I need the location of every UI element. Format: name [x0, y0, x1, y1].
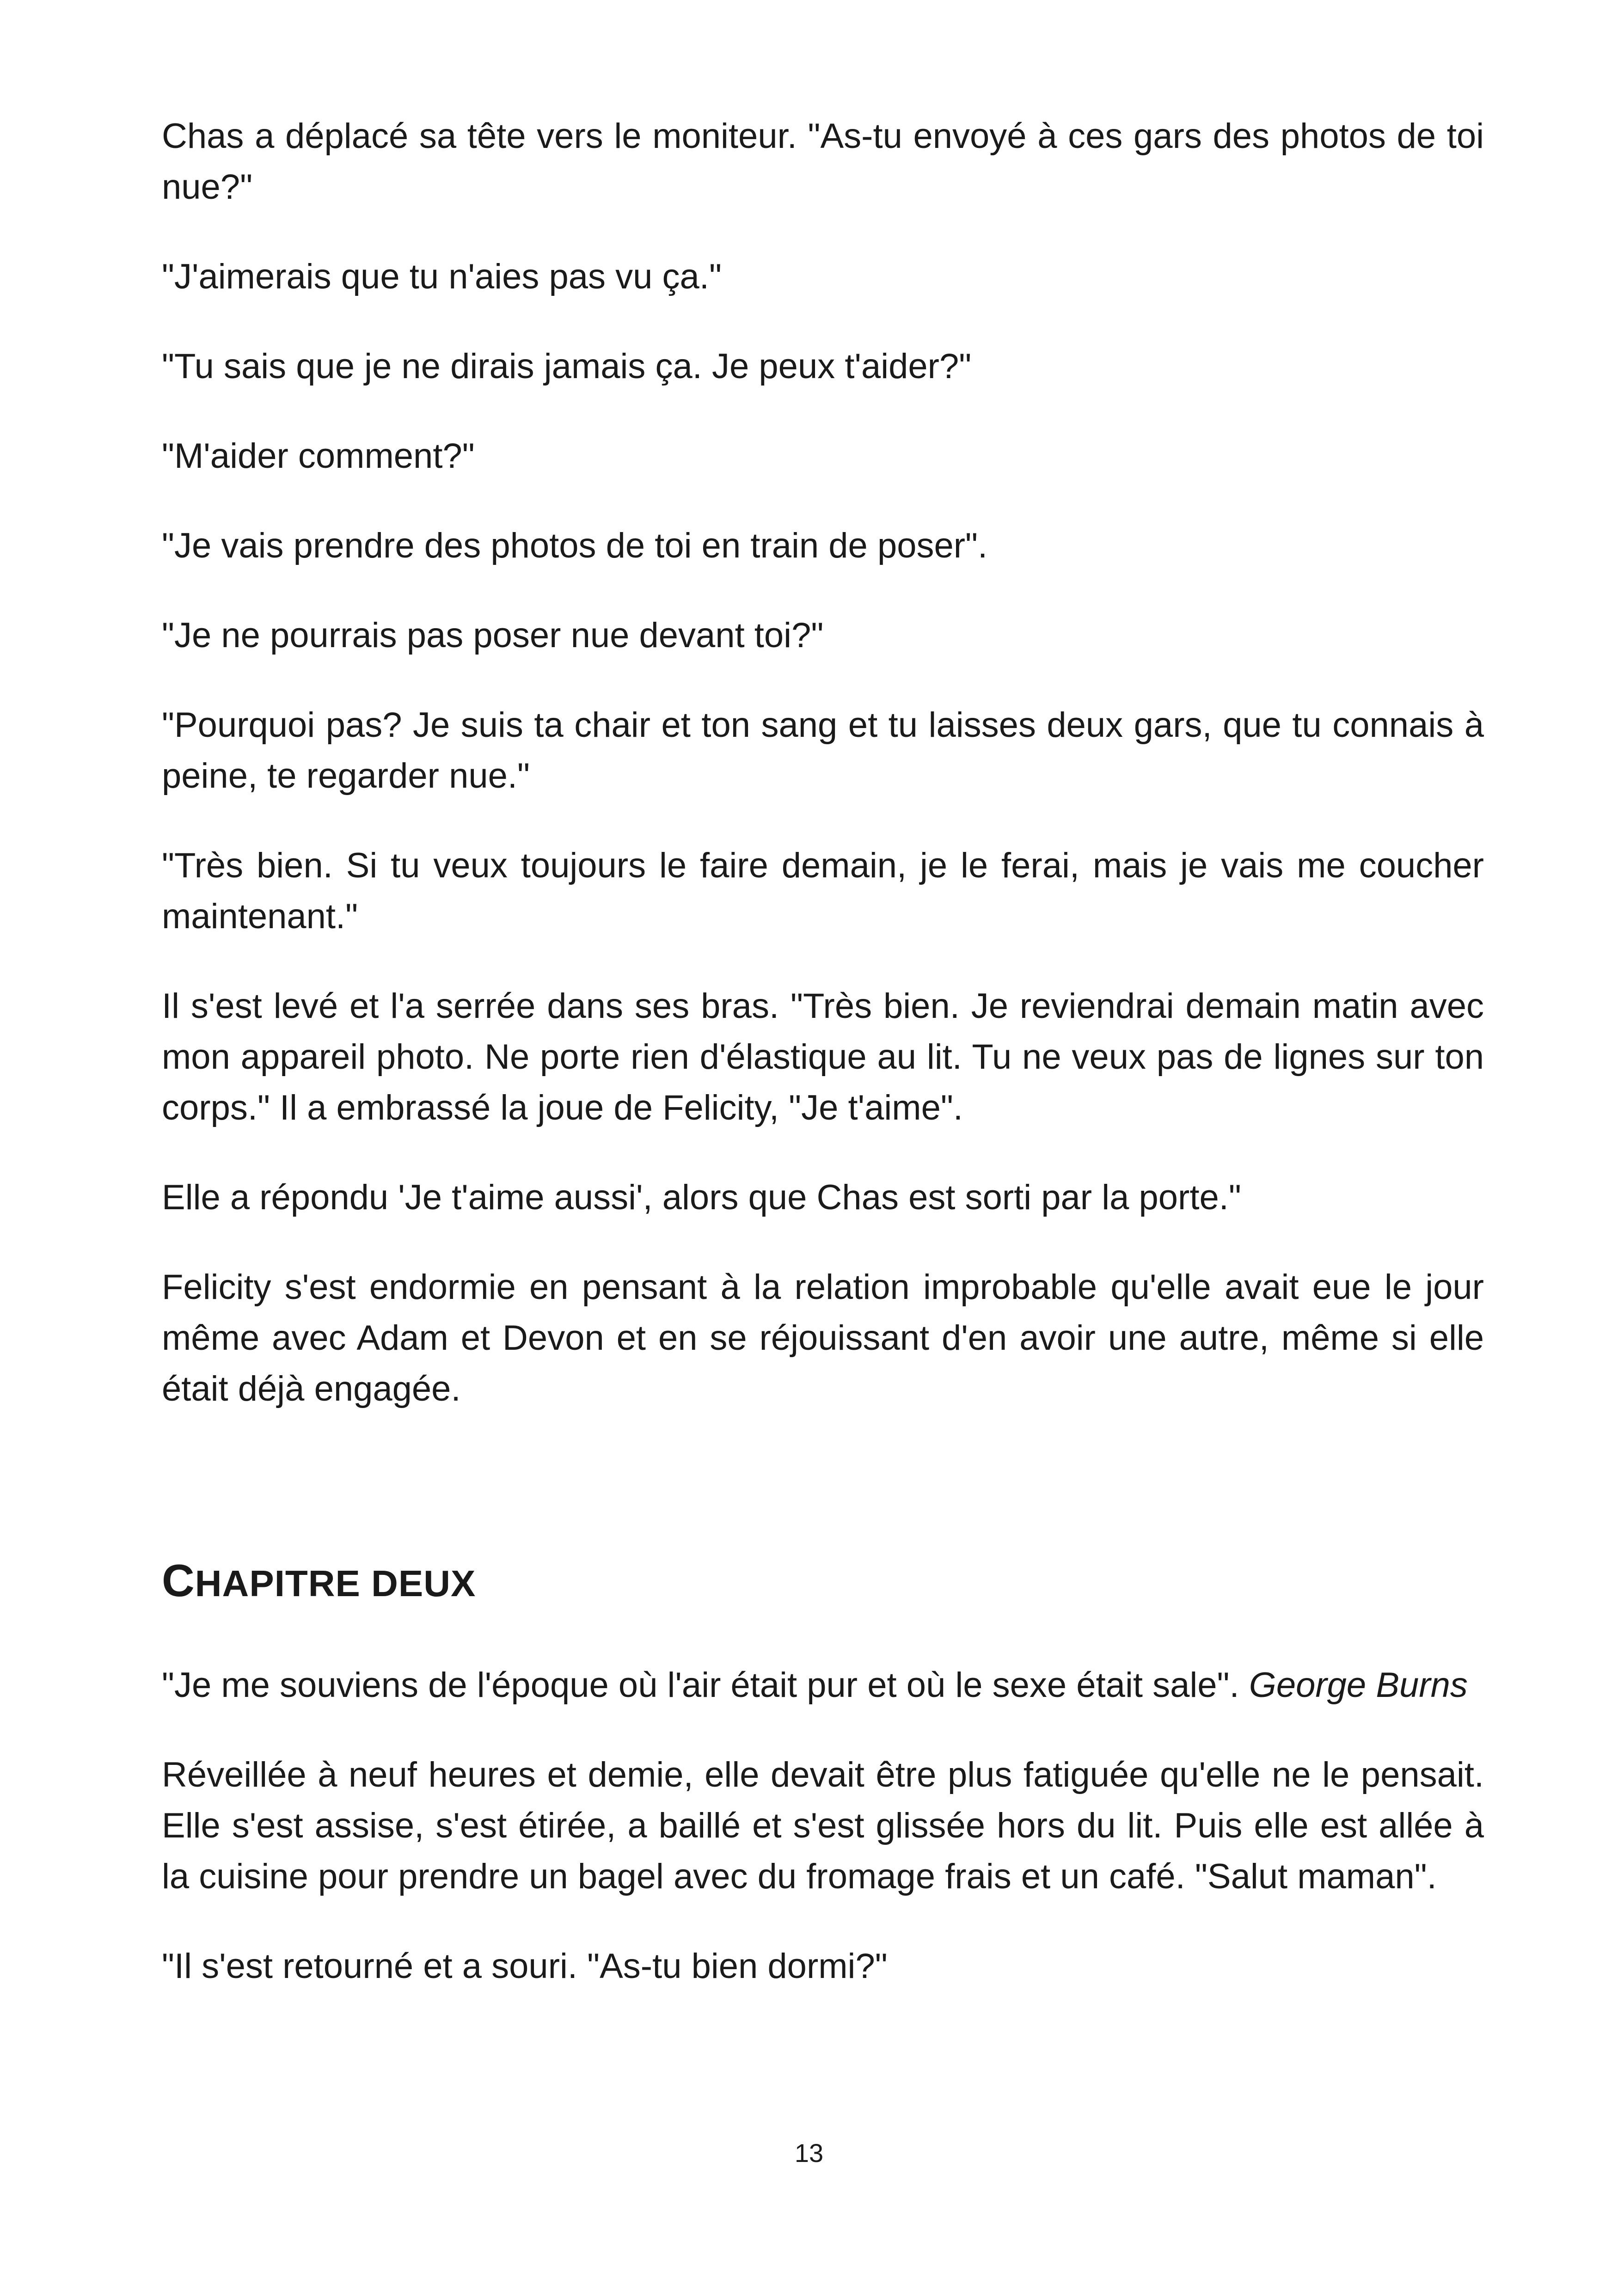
paragraph: "Très bien. Si tu veux toujours le faire demain, je le ferai, mais je vais me coucher maintenant." — [162, 846, 1484, 936]
paragraph: "Je vais prendre des photos de toi en train de poser". — [162, 526, 988, 565]
paragraph: "M'aider comment?" — [162, 436, 475, 476]
chapter-title — [162, 1555, 1484, 1609]
paragraph: "Tu sais que je ne dirais jamais ça. Je peux t'aider?" — [162, 347, 972, 386]
paragraph: Felicity s'est endormie en pensant à la relation improbable qu'elle avait eue le jour même avec Adam et Devon et en se réjouissant d'en avoir une autre, même si elle était déjà engagée. — [162, 1267, 1484, 1408]
chapter-title-initial: C — [162, 1555, 195, 1606]
paragraph: Il s'est levé et l'a serrée dans ses bras. "Très bien. Je reviendrai demain matin avec mon appareil photo. Ne porte rien d'élastique au lit. Tu ne veux pas de lignes sur ton corps." Il a embrassé la joue de Felicity, "Je t'aime". — [162, 986, 1484, 1127]
epigraph-author: George Burns — [1249, 1665, 1468, 1705]
paragraph: Réveillée à neuf heures et demie, elle devait être plus fatiguée qu'elle ne le pensait. Elle s'est assise, s'est étirée, a baillé et s'est glissée hors du lit. Puis elle est allée à la cuisine pour prendre un bagel avec du fromage frais et un café. "Salut maman". — [162, 1755, 1484, 1896]
page-body — [162, 111, 1484, 2031]
chapter-title-rest: HAPITRE DEUX — [195, 1563, 476, 1604]
chapter-spacer — [162, 1453, 1484, 1555]
paragraph: Chas a déplacé sa tête vers le moniteur. "As-tu envoyé à ces gars des photos de toi nue?" — [162, 116, 1484, 207]
page-number: 13 — [794, 2138, 824, 2167]
paragraph: Elle a répondu 'Je t'aime aussi', alors que Chas est sorti par la porte." — [162, 1178, 1241, 1217]
paragraph: "Il s'est retourné et a souri. "As-tu bien dormi?" — [162, 1947, 888, 1986]
paragraph: "Pourquoi pas? Je suis ta chair et ton sang et tu laisses deux gars, que tu connais à peine, te regarder nue." — [162, 705, 1484, 796]
epigraph-quote: "Je me souviens de l'époque où l'air était pur et où le sexe était sale". — [162, 1665, 1249, 1705]
epigraph — [162, 1660, 1484, 1711]
paragraph: "Je ne pourrais pas poser nue devant toi?" — [162, 616, 824, 655]
paragraph: "J'aimerais que tu n'aies pas vu ça." — [162, 257, 722, 296]
